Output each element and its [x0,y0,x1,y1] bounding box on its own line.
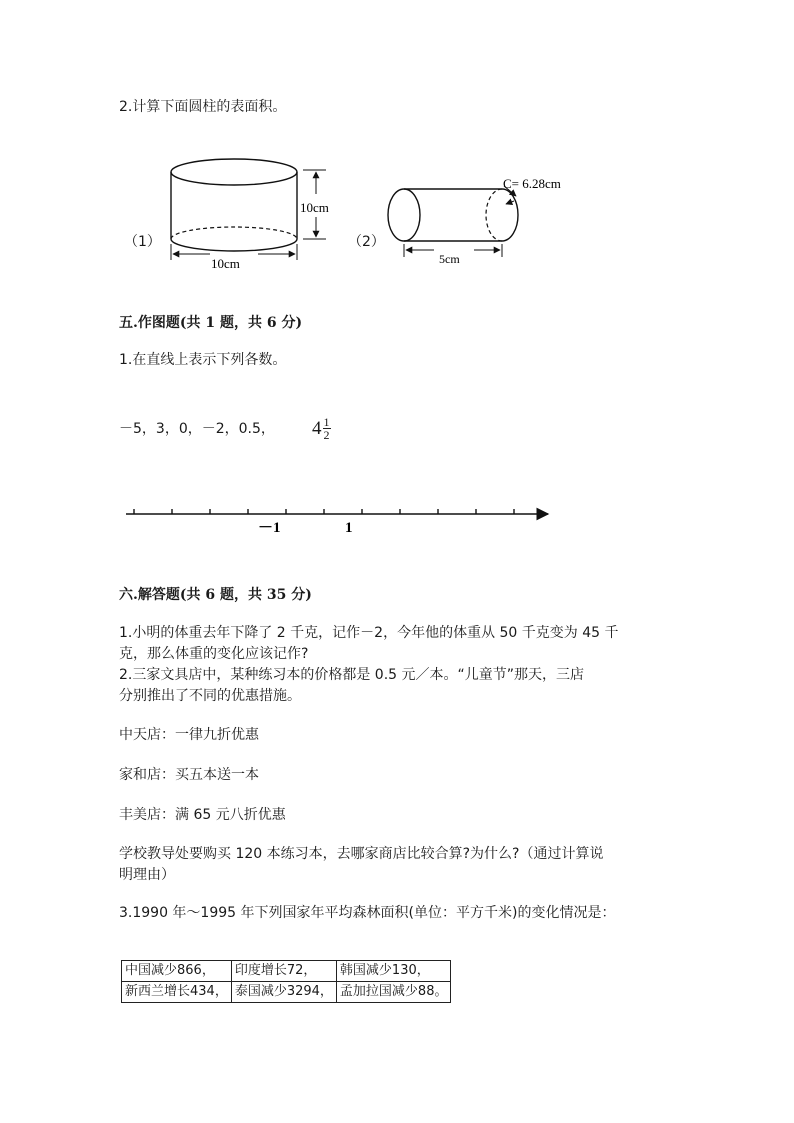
cylinder-figure-2 [384,170,584,270]
cylinder-top-ellipse [171,159,297,185]
store-offer-2: 家和店：买五本送一本 [119,767,259,783]
mixed-whole: 4 [312,417,322,439]
question-text: 2.计算下面圆柱的表面积。 [119,99,287,115]
question-text: 1.在直线上表示下列各数。 [119,352,287,368]
cylinder-figure-1 [160,150,350,275]
circumference-label: C= 6.28cm [503,176,561,191]
length-label: 5cm [439,252,460,266]
section-heading-6: 六.解答题(共 6 题，共 35 分) [119,587,312,603]
store-offer-3: 丰美店：满 65 元八折优惠 [119,807,286,823]
ask-line-2: 明理由） [119,867,175,883]
tick-label-neg1: －1 [258,520,281,536]
fraction-numerator: 1 [323,415,330,429]
mixed-fraction [312,416,331,441]
cylinder-left-ellipse [388,189,420,241]
q3-text: 3.1990 年～1995 年下列国家年平均森林面积(单位：平方千米)的变化情况是： [119,905,616,921]
table-cell: 印度增长72， [231,961,336,982]
q1-line-2: 克，那么体重的变化应该记作? [119,646,309,662]
table-cell: 韩国减少130， [336,961,451,982]
ask-line-1: 学校教导处要购买 120 本练习本，去哪家商店比较合算?为什么?（通过计算说 [119,846,604,862]
number-line [120,500,560,540]
diameter-label: 10cm [211,256,240,271]
figure-1-label: （1） [124,234,161,250]
q1-line-1: 1.小明的体重去年下降了 2 千克，记作－2，今年他的体重从 50 千克变为 45 千 [119,625,619,641]
fraction-denominator: 2 [323,428,330,442]
table-cell: 新西兰增长434， [122,982,232,1003]
number-list: －5，3，0，－2，0.5， [119,421,275,437]
table-row [122,982,451,1003]
table-cell: 孟加拉国减少88。 [336,982,451,1003]
q2-line-1: 2.三家文具店中，某种练习本的价格都是 0.5 元／本。“儿童节”那天，三店 [119,667,585,683]
table-row [122,961,451,982]
table-cell: 中国减少866， [122,961,232,982]
store-offer-1: 中天店：一律九折优惠 [119,727,259,743]
table-cell: 泰国减少3294， [231,982,336,1003]
figure-2-label: （2） [348,234,385,250]
forest-area-table [121,960,451,1003]
section-heading-5: 五.作图题(共 1 题，共 6 分) [119,315,303,331]
height-label: 10cm [300,200,329,215]
tick-label-1: 1 [345,520,353,536]
q2-line-2: 分别推出了不同的优惠措施。 [119,688,301,704]
